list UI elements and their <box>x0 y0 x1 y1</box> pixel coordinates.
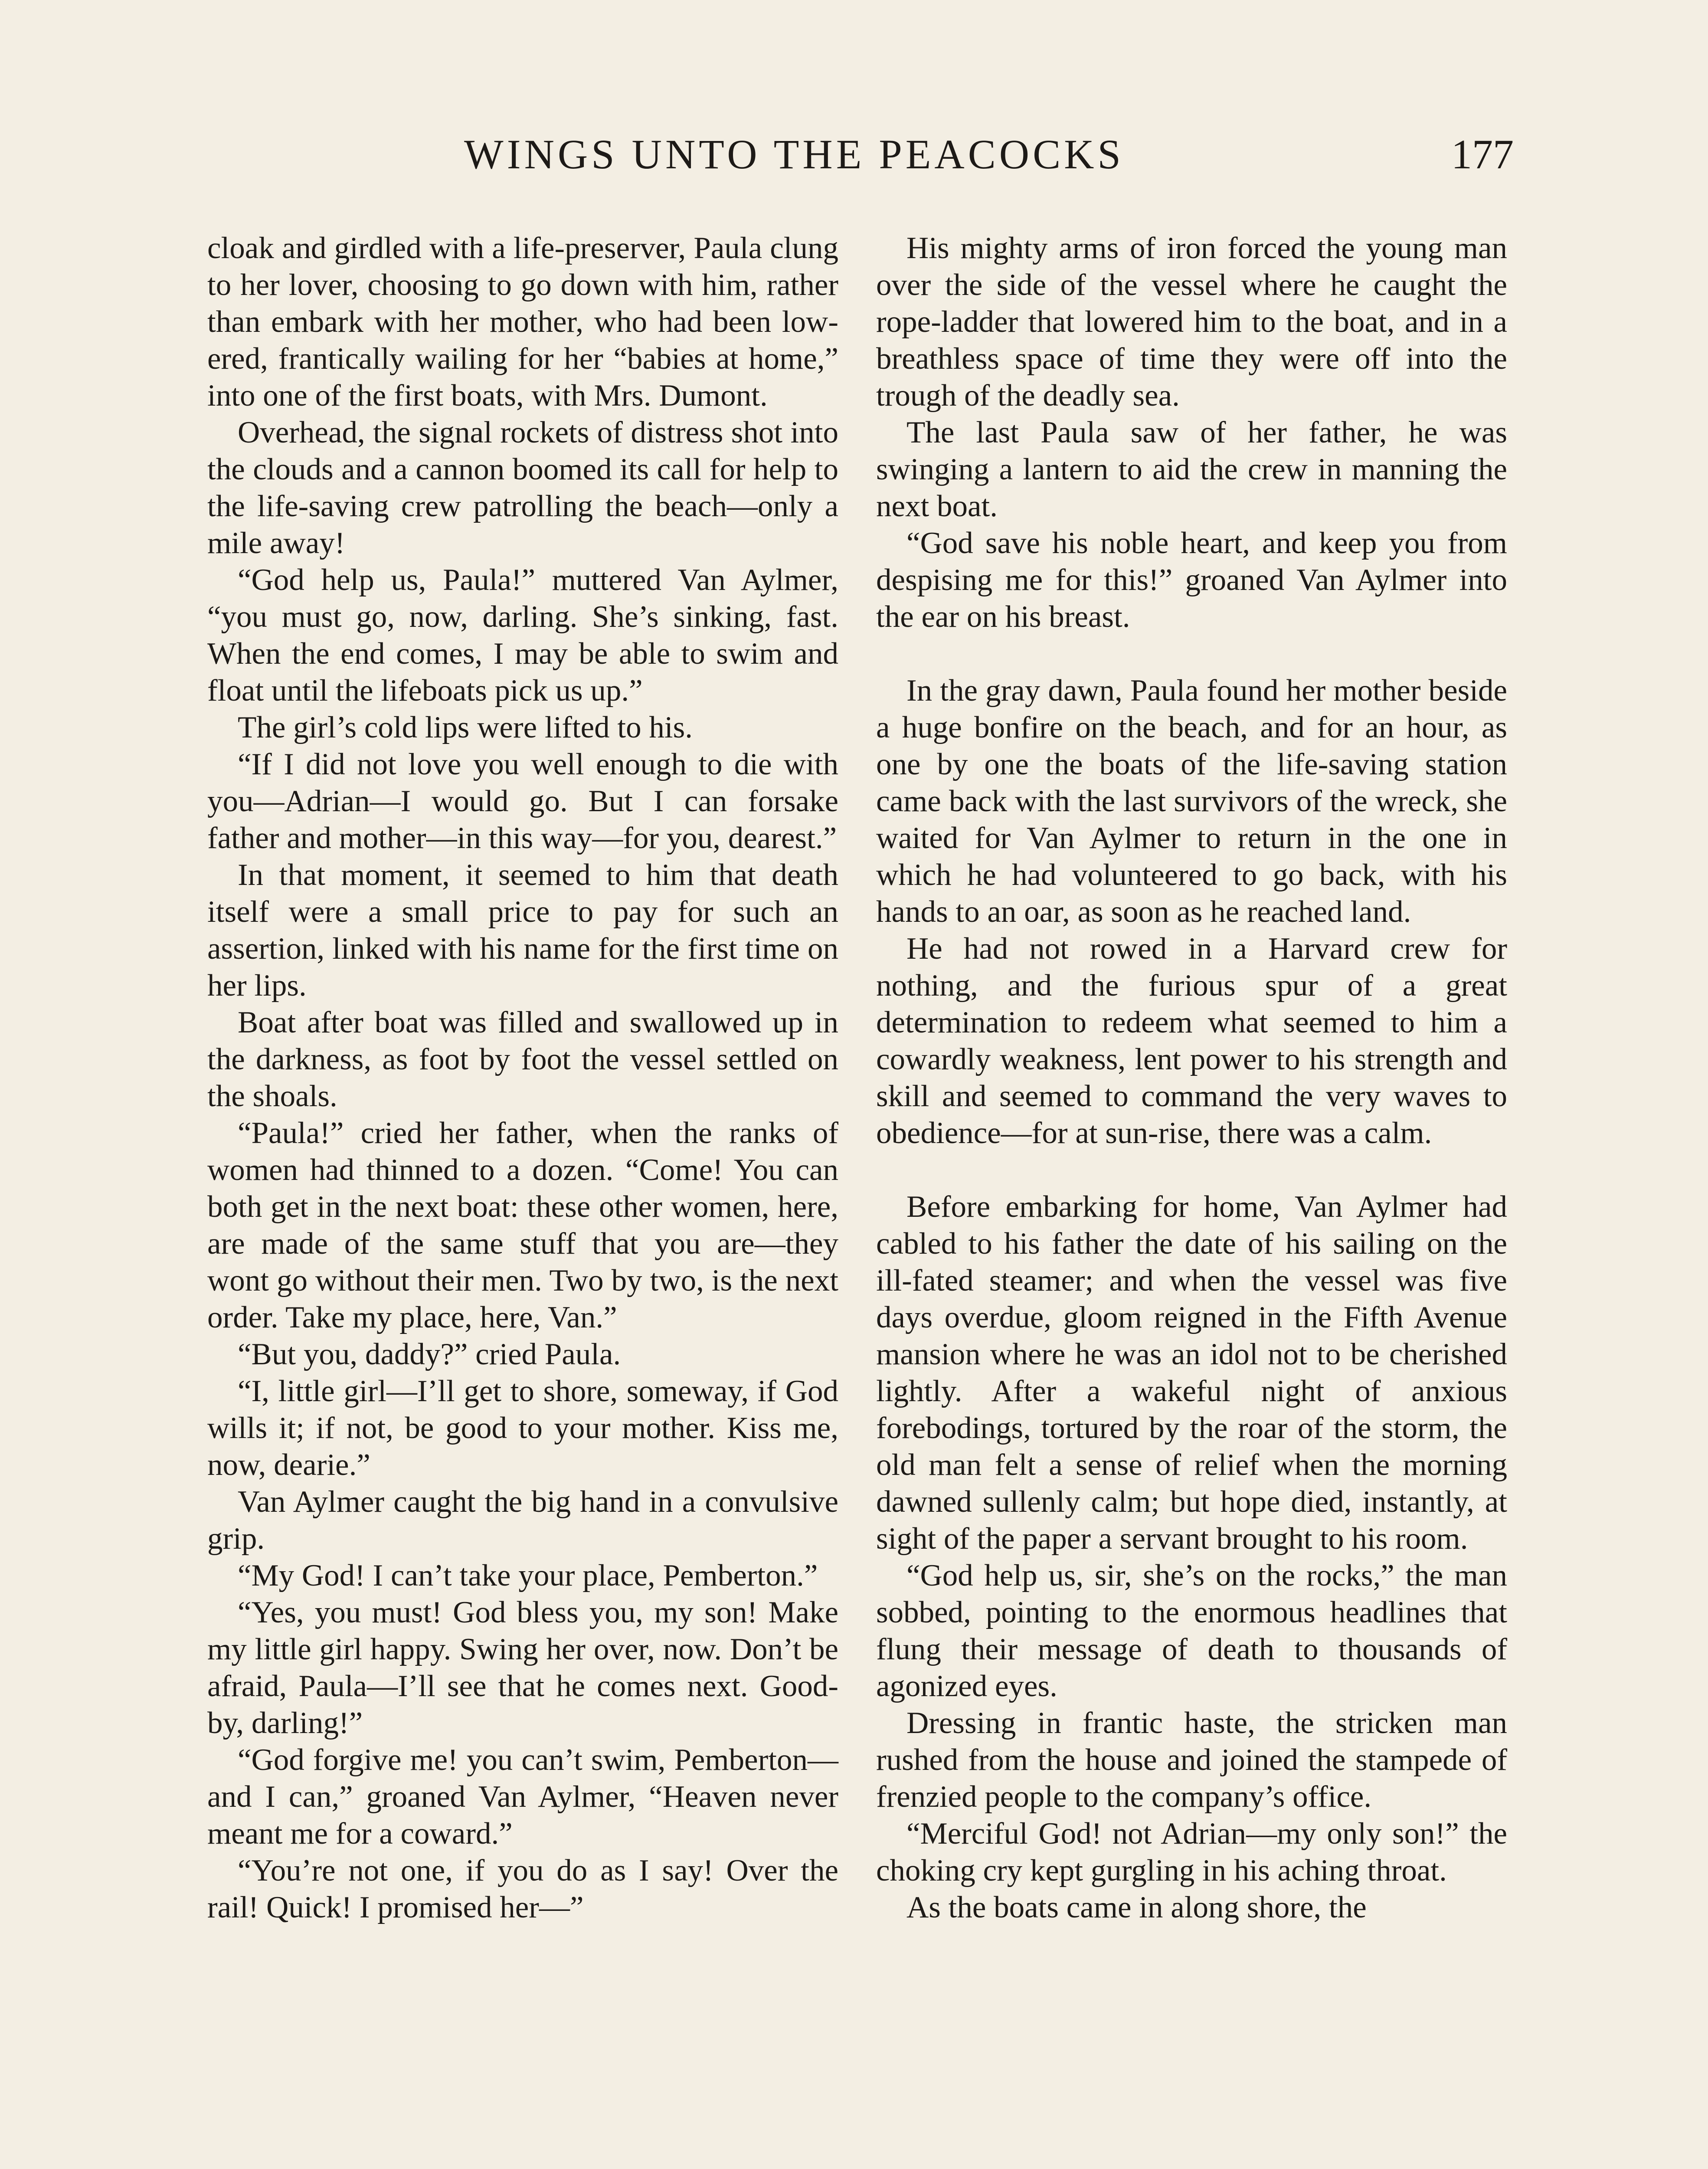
paragraph: “God help us, sir, she’s on the rocks,” the man sobbed, pointing to the enormous headlines that flung their message of death to thousands of agonized eyes. <box>876 1559 1507 1703</box>
right-column <box>876 230 1507 1926</box>
paragraph: “God help us, Paula!” muttered Van Aylmer, “you must go, now, darling. She’s sinking, fast. When the end comes, I may be able to swim and float until the lifeboats pick us up.” <box>207 563 838 708</box>
paragraph: Before embarking for home, Van Aylmer had cabled to his father the date of his sailing on the ill-fated steamer; and when the vessel was five days overdue, gloom reigned in the Fifth Avenue mansion where he was an idol not to be cherished lightly. After a wakeful night of anxious forebodings, tortured by the roar of the storm, the old man felt a sense of relief when the morning dawned sullenly calm; but hope died, instantly, at sight of the paper a servant brought to his room. <box>876 1190 1507 1556</box>
paragraph: The last Paula saw of her father, he was swinging a lantern to aid the crew in manning the next boat. <box>876 416 1507 523</box>
paragraph: As the boats came in along shore, the <box>906 1891 1367 1924</box>
paragraph: The girl’s cold lips were lifted to his. <box>238 711 693 744</box>
paragraph: In the gray dawn, Paula found her mother beside a huge bonfire on the beach, and for an hour, as one by one the boats of the life-saving station came back with the last survivors of the wreck, she waited for Van Aylmer to return in the one in which he had volunteered to go back, with his hands to an oar, as soon as he reached land. <box>876 674 1507 929</box>
paragraph: In that moment, it seemed to him that death itself were a small price to pay for such an assertion, linked with his name for the first time on her lips. <box>207 858 838 1003</box>
paragraph: “If I did not love you well enough to die with you—Adrian—I would go. But I can forsake father and mother—in this way—for you, dearest.” <box>207 747 838 855</box>
paragraph: Overhead, the signal rockets of distress shot into the clouds and a cannon boomed its call for help to the life-saving crew patrolling the beach—only a mile away! <box>207 416 838 560</box>
paragraph: “My God! I can’t take your place, Pemberton.” <box>238 1559 818 1592</box>
paragraph: “Merciful God! not Adrian—my only son!” the choking cry kept gurgling in his aching throat. <box>876 1817 1507 1887</box>
paragraph: “Paula!” cried her father, when the ranks of women had thinned to a dozen. “Come! You can both get in the next boat: these other women, here, are made of the same stuff that you are—they wont go without their men. Two by two, is the next order. Take my place, here, Van.” <box>207 1116 838 1334</box>
paragraph: “Yes, you must! God bless you, my son! Make my little girl happy. Swing her over, now. Don’t be afraid, Paula—I’ll see that he comes next. Good-by, darling!” <box>207 1596 838 1740</box>
paragraph: Van Aylmer caught the big hand in a convulsive grip. <box>207 1485 838 1556</box>
running-title: WINGS UNTO THE PEACOCKS <box>464 131 1124 177</box>
page-header <box>204 130 1514 191</box>
paragraph: “I, little girl—I’ll get to shore, someway, if God wills it; if not, be good to your mother. Kiss me, now, dearie.” <box>207 1374 838 1482</box>
paragraph: “But you, daddy?” cried Paula. <box>238 1337 621 1371</box>
paragraph: “God save his noble heart, and keep you from despising me for this!” groaned Van Aylmer into the ear on his breast. <box>876 526 1507 634</box>
paragraph: He had not rowed in a Harvard crew for nothing, and the furious spur of a great determination to redeem what seemed to him a cowardly weakness, lent power to his strength and skill and seemed to command the very waves to obedience—for at sun-rise, there was a calm. <box>876 932 1507 1150</box>
page-number: 177 <box>1451 131 1514 177</box>
paragraph: Dressing in frantic haste, the stricken man rushed from the house and joined the stampede of frenzied people to the company’s office. <box>876 1706 1507 1814</box>
paragraph: cloak and girdled with a life-preserver, Paula clung to her lover, choosing to go down with him, rather than embark with her mother, who had been lowered, frantically wailing for her “babies at home,” into one of the first boats, with Mrs. Dumont. <box>207 231 838 413</box>
paragraph: “You’re not one, if you do as I say! Over the rail! Quick! I promised her—” <box>207 1854 838 1924</box>
paragraph: “God forgive me! you can’t swim, Pemberton—and I can,” groaned Van Aylmer, “Heaven never meant me for a coward.” <box>207 1743 838 1851</box>
paragraph: Boat after boat was filled and swallowed up in the darkness, as foot by foot the vessel settled on the shoals. <box>207 1006 838 1113</box>
left-column <box>207 230 838 1926</box>
paragraph: His mighty arms of iron forced the young man over the side of the vessel where he caught the rope-ladder that lowered him to the boat, and in a breathless space of time they were off into the trough of the deadly sea. <box>876 231 1507 413</box>
